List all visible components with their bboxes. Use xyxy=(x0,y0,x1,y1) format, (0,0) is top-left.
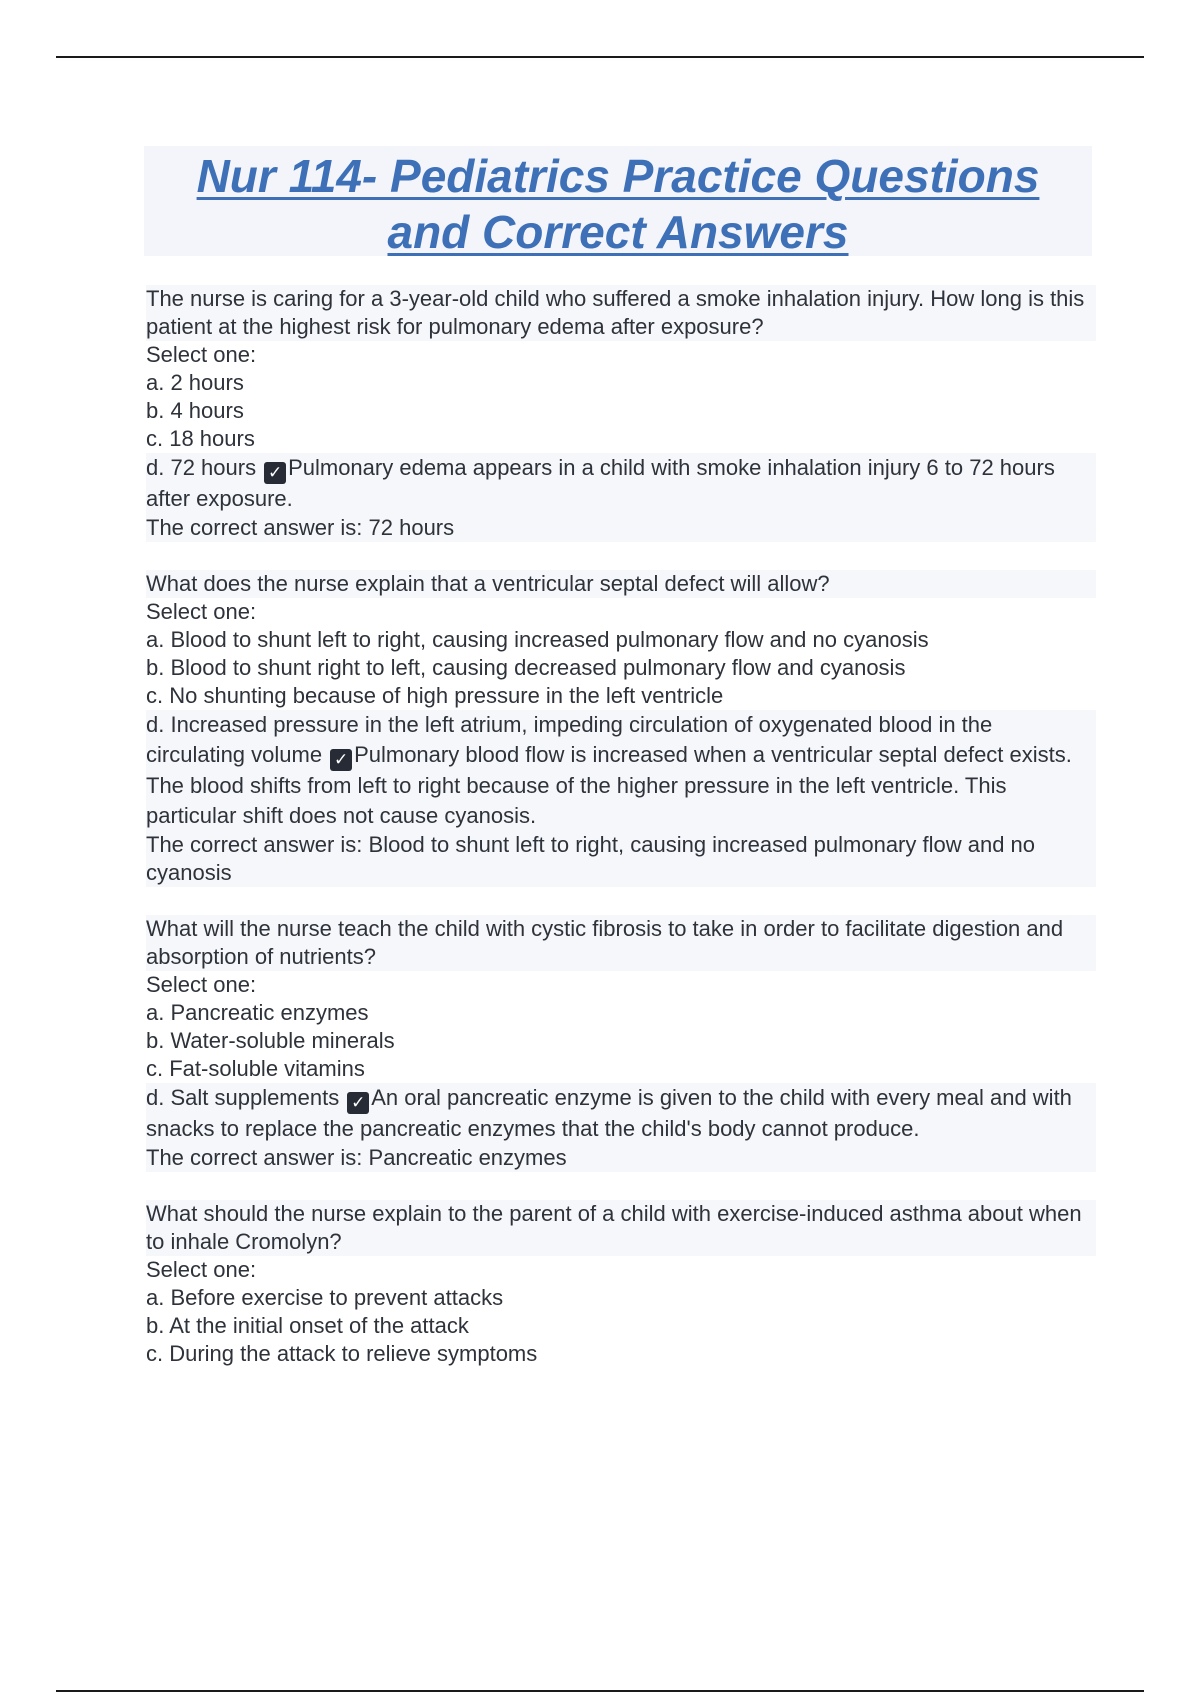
select-prompt: Select one: xyxy=(146,342,257,367)
answer-option-d: d. Increased pressure in the left atrium, impeding circulation of oxygenated blood in the circulating volume xyxy=(146,712,993,767)
checkmark-icon: ✓ xyxy=(264,462,286,484)
answer-option-c: c. Fat-soluble vitamins xyxy=(146,1056,365,1081)
answer-option-a: a. Pancreatic enzymes xyxy=(146,1000,369,1025)
question-4 xyxy=(146,1200,1096,1368)
bottom-rule xyxy=(56,1690,1144,1692)
question-stem: What should the nurse explain to the parent of a child with exercise-induced asthma about when to inhale Cromolyn? xyxy=(146,1200,1096,1256)
answer-option-a: a. Blood to shunt left to right, causing increased pulmonary flow and no cyanosis xyxy=(146,627,929,652)
answer-option-c: c. During the attack to relieve symptoms xyxy=(146,1341,538,1366)
checkmark-icon: ✓ xyxy=(347,1092,369,1114)
rationale-text: Pulmonary edema appears in a child with smoke inhalation injury 6 to 72 hours after exposure. xyxy=(146,455,1055,511)
answer-option-c: c. 18 hours xyxy=(146,426,255,451)
correct-answer: The correct answer is: Pancreatic enzymes xyxy=(146,1144,1096,1172)
select-prompt: Select one: xyxy=(146,599,257,624)
question-list xyxy=(146,285,1096,1396)
correct-answer: The correct answer is: 72 hours xyxy=(146,514,1096,542)
question-1 xyxy=(146,285,1096,542)
answer-option-d-with-rationale xyxy=(146,710,1096,831)
checkmark-icon: ✓ xyxy=(330,749,352,771)
question-stem: What will the nurse teach the child with cystic fibrosis to take in order to facilitate digestion and absorption of nutrients? xyxy=(146,915,1096,971)
page-title xyxy=(144,146,1092,260)
answer-option-d: d. 72 hours xyxy=(146,455,257,480)
select-prompt: Select one: xyxy=(146,1257,257,1282)
top-rule xyxy=(56,56,1144,58)
answer-option-d-with-rationale xyxy=(146,453,1096,514)
answer-option-d-with-rationale xyxy=(146,1083,1096,1144)
answer-option-a: a. Before exercise to prevent attacks xyxy=(146,1285,504,1310)
answer-option-b: b. Blood to shunt right to left, causing decreased pulmonary flow and cyanosis xyxy=(146,655,906,680)
title-line-1: Nur 114- Pediatrics Practice Questions xyxy=(196,150,1040,202)
answer-option-c: c. No shunting because of high pressure in the left ventricle xyxy=(146,683,724,708)
answer-option-d: d. Salt supplements xyxy=(146,1085,340,1110)
question-3 xyxy=(146,915,1096,1172)
question-2 xyxy=(146,570,1096,887)
title-line-2: and Correct Answers xyxy=(387,206,849,258)
answer-option-b: b. Water-soluble minerals xyxy=(146,1028,395,1053)
answer-option-b: b. 4 hours xyxy=(146,398,244,423)
correct-answer: The correct answer is: Blood to shunt left to right, causing increased pulmonary flow and no cyanosis xyxy=(146,831,1096,887)
title-block xyxy=(144,146,1092,256)
rationale-text: An oral pancreatic enzyme is given to the child with every meal and with snacks to replace the pancreatic enzymes that the child's body cannot produce. xyxy=(146,1085,1072,1141)
question-stem: What does the nurse explain that a ventricular septal defect will allow? xyxy=(146,570,1096,598)
answer-option-a: a. 2 hours xyxy=(146,370,244,395)
question-stem: The nurse is caring for a 3-year-old child who suffered a smoke inhalation injury. How long is this patient at the highest risk for pulmonary edema after exposure? xyxy=(146,285,1096,341)
answer-option-b: b. At the initial onset of the attack xyxy=(146,1313,469,1338)
select-prompt: Select one: xyxy=(146,972,257,997)
rationale-text: Pulmonary blood flow is increased when a ventricular septal defect exists. The blood shifts from left to right because of the higher pressure in the left ventricle. This particular shift does not cause cyanosis. xyxy=(146,742,1072,828)
